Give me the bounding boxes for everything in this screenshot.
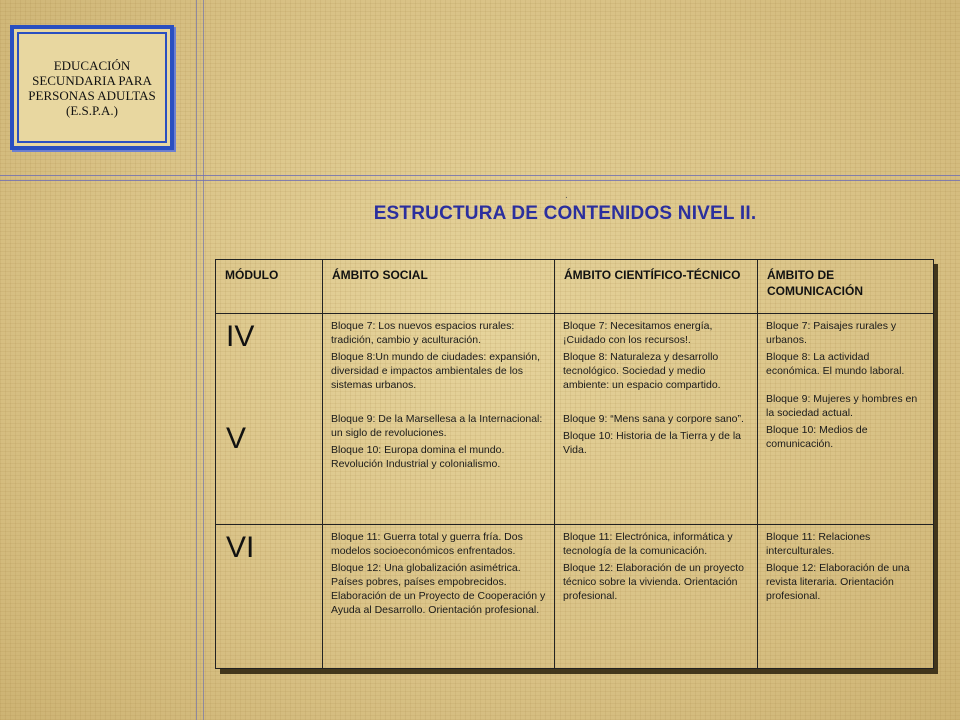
social-cell: [323, 525, 555, 669]
header-social: ÁMBITO SOCIAL: [323, 260, 555, 314]
block-text: Bloque 7: Los nuevos espacios rurales: tradición, cambio y aculturación.: [331, 320, 515, 346]
contents-table: [215, 259, 934, 669]
module-label: V: [226, 422, 247, 455]
guide-line-horizontal: [0, 175, 960, 176]
block-text: Bloque 9: “Mens sana y corpore sano”.: [563, 413, 744, 425]
block-text: Bloque 11: Guerra total y guerra fría. Dos modelos socioeconómicos enfrentados.: [331, 531, 523, 557]
module-label: IV: [226, 320, 255, 353]
block-text: Bloque 12: Elaboración de un proyecto técnico sobre la vivienda. Orientación profesional.: [563, 562, 744, 602]
logo-text: EDUCACIÓN SECUNDARIA PARA PERSONAS ADULTAS (E.S.P.A.): [28, 57, 156, 118]
block-text: Bloque 8: La actividad económica. El mundo laboral.: [766, 351, 905, 377]
block-text: Bloque 12: Una globalización asimétrica. Países pobres, países empobrecidos. Elaboración de un Proyecto de Cooperación y Ayuda al Desarrollo. Orientación profesional.: [331, 562, 546, 616]
block-text: Bloque 9: De la Marsellesa a la Internacional: un siglo de revoluciones.: [331, 413, 543, 439]
module-label: VI: [226, 531, 255, 564]
guide-line-vertical: [203, 0, 204, 720]
communication-cell: [758, 314, 934, 525]
module-cell: [216, 525, 323, 669]
communication-cell: [758, 525, 934, 669]
block-text: Bloque 8: Naturaleza y desarrollo tecnológico. Sociedad y medio ambiente: un espacio compartido.: [563, 351, 721, 391]
guide-line-vertical: [196, 0, 197, 720]
table-row: [216, 525, 934, 669]
block-text: Bloque 10: Medios de comunicación.: [766, 424, 868, 450]
header-module: MÓDULO: [216, 260, 323, 314]
science-cell: [555, 525, 758, 669]
guide-line-horizontal: [0, 180, 960, 181]
module-cell: [216, 314, 323, 525]
block-text: Bloque 8:Un mundo de ciudades: expansión, diversidad e impactos ambientales de los sistemas urbanos.: [331, 351, 540, 391]
block-text: Bloque 12: Elaboración de una revista literaria. Orientación profesional.: [766, 562, 910, 602]
block-text: Bloque 7: Paisajes rurales y urbanos.: [766, 320, 897, 346]
block-text: Bloque 11: Electrónica, informática y tecnología de la comunicación.: [563, 531, 733, 557]
block-text: Bloque 10: Historia de la Tierra y de la Vida.: [563, 430, 742, 456]
contents-table-wrapper: [215, 259, 933, 669]
espa-logo-box: [10, 25, 174, 150]
social-cell: [323, 314, 555, 525]
science-cell: [555, 314, 758, 525]
dot-mark: .: [565, 190, 568, 201]
block-text: Bloque 9: Mujeres y hombres en la sociedad actual.: [766, 393, 918, 419]
header-communication: ÁMBITO DE COMUNICACIÓN: [758, 260, 934, 314]
block-text: Bloque 10: Europa domina el mundo. Revolución Industrial y colonialismo.: [331, 444, 505, 470]
table-row: [216, 314, 934, 525]
block-text: Bloque 7: Necesitamos energía, ¡Cuidado con los recursos!.: [563, 320, 713, 346]
header-science: ÁMBITO CIENTÍFICO-TÉCNICO: [555, 260, 758, 314]
table-header-row: [216, 260, 934, 314]
block-text: Bloque 11: Relaciones interculturales.: [766, 531, 871, 557]
page-title: ESTRUCTURA DE CONTENIDOS NIVEL II.: [373, 203, 757, 224]
